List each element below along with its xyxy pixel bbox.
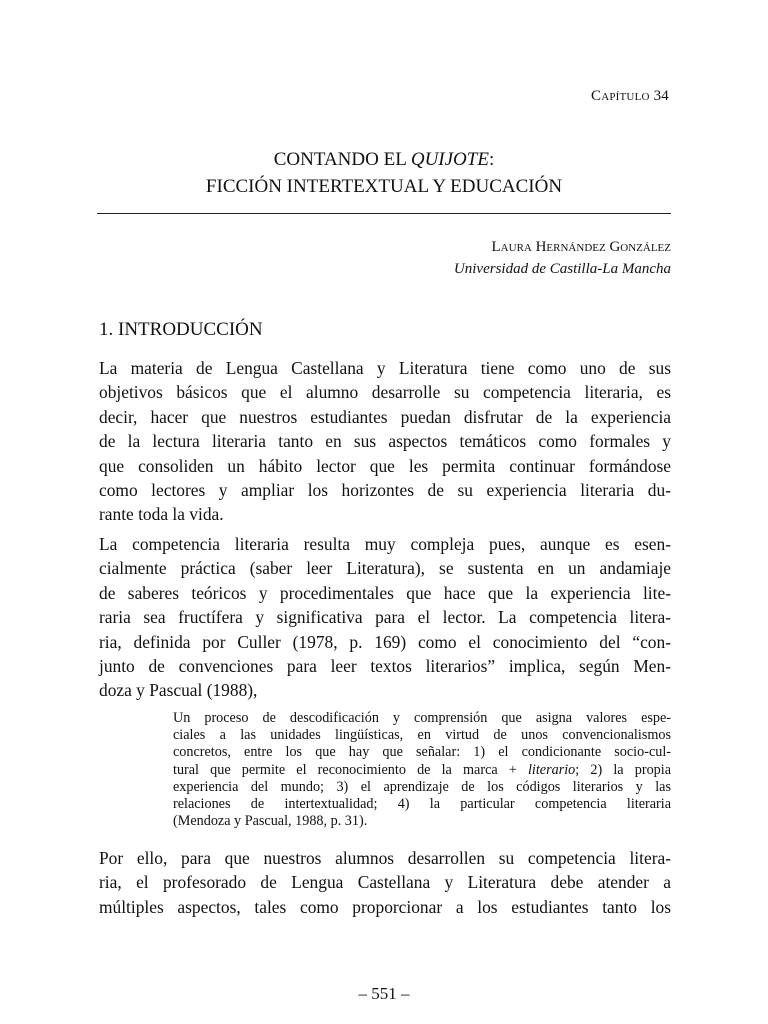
quote-line: (Mendoza y Pascual, 1988, p. 31). <box>173 813 368 830</box>
quote-line: Un proceso de descodificación y comprensión que asigna valores espe- <box>173 710 671 726</box>
author-name: Laura Hernández González <box>491 239 671 255</box>
quote-italic-term: literario <box>527 761 576 778</box>
paragraph-line: múltiples aspectos, tales como proporcionar a los estudiantes tanto los <box>99 896 671 917</box>
quote-line <box>173 762 671 779</box>
author-block <box>454 236 671 280</box>
title-divider <box>97 213 671 214</box>
paragraph-line: ria, definida por Culler (1978, p. 169) como el conocimiento del “con- <box>99 631 671 652</box>
title-colon: : <box>488 149 495 170</box>
paragraph-line: doza y Pascual (1988), <box>99 680 258 701</box>
page-number: – 551 – <box>358 984 410 1003</box>
paragraph-line: de saberes teóricos y procedimentales que hace que la experiencia lite- <box>99 582 671 603</box>
quote-line: experiencia del mundo; 3) el aprendizaje de los códigos literarios y las <box>173 778 671 795</box>
title-prefix: CONTANDO EL <box>273 149 411 170</box>
author-affiliation: Universidad de Castilla-La Mancha <box>453 261 671 277</box>
paragraph-1 <box>99 356 671 527</box>
paragraph-line: cialmente práctica (saber leer Literatura), se sustenta en un andamiaje <box>99 558 671 579</box>
block-quote <box>173 710 671 830</box>
title-italic-quijote: QUIJOTE <box>410 149 489 170</box>
section-heading: 1. INTRODUCCIÓN <box>99 319 263 340</box>
paragraph-line: ria, el profesorado de Lengua Castellana y Literatura debe atender a <box>99 872 671 893</box>
title-line-1 <box>0 146 768 173</box>
quote-text: ; 2) la propia <box>575 761 671 778</box>
paragraph-line: Por ello, para que nuestros alumnos desarrollen su competencia litera- <box>99 848 671 868</box>
paragraph-line: como lectores y ampliar los horizontes de su experiencia literaria du- <box>99 480 671 501</box>
paragraph-2 <box>99 532 671 703</box>
paragraph-line: rante toda la vida. <box>99 504 224 525</box>
quote-line: ciales a las unidades lingüísticas, en virtud de unos convencionalismos <box>173 727 671 744</box>
paragraph-line: raria sea fructífera y significativa para el lector. La competencia litera- <box>99 607 671 628</box>
quote-line: concretos, entre los que hay que señalar: 1) el condicionante socio-cul- <box>173 744 671 761</box>
paragraph-line: decir, hacer que nuestros estudiantes puedan disfrutar de la experiencia <box>99 406 671 427</box>
paragraph-3 <box>99 846 671 919</box>
chapter-label: Capítulo 34 <box>590 88 669 104</box>
article-title <box>0 146 768 200</box>
quote-text: tural que permite el reconocimiento de la marca + <box>173 761 528 778</box>
paragraph-line: junto de convenciones para leer textos literarios” implica, según Men- <box>99 656 671 677</box>
paragraph-line: que consoliden un hábito lector que les permita continuar formándose <box>99 455 671 476</box>
paragraph-line: de la lectura literaria tanto en sus aspectos temáticos como formales y <box>99 431 671 452</box>
quote-line: relaciones de intertextualidad; 4) la particular competencia literaria <box>173 796 671 813</box>
paragraph-line: La materia de Lengua Castellana y Literatura tiene como uno de sus <box>99 358 671 378</box>
paragraph-line: La competencia literaria resulta muy compleja pues, aunque es esen- <box>99 534 671 554</box>
title-line-2: FICCIÓN INTERTEXTUAL Y EDUCACIÓN <box>205 176 563 197</box>
paragraph-line: objetivos básicos que el alumno desarrolle su competencia literaria, es <box>99 382 671 403</box>
